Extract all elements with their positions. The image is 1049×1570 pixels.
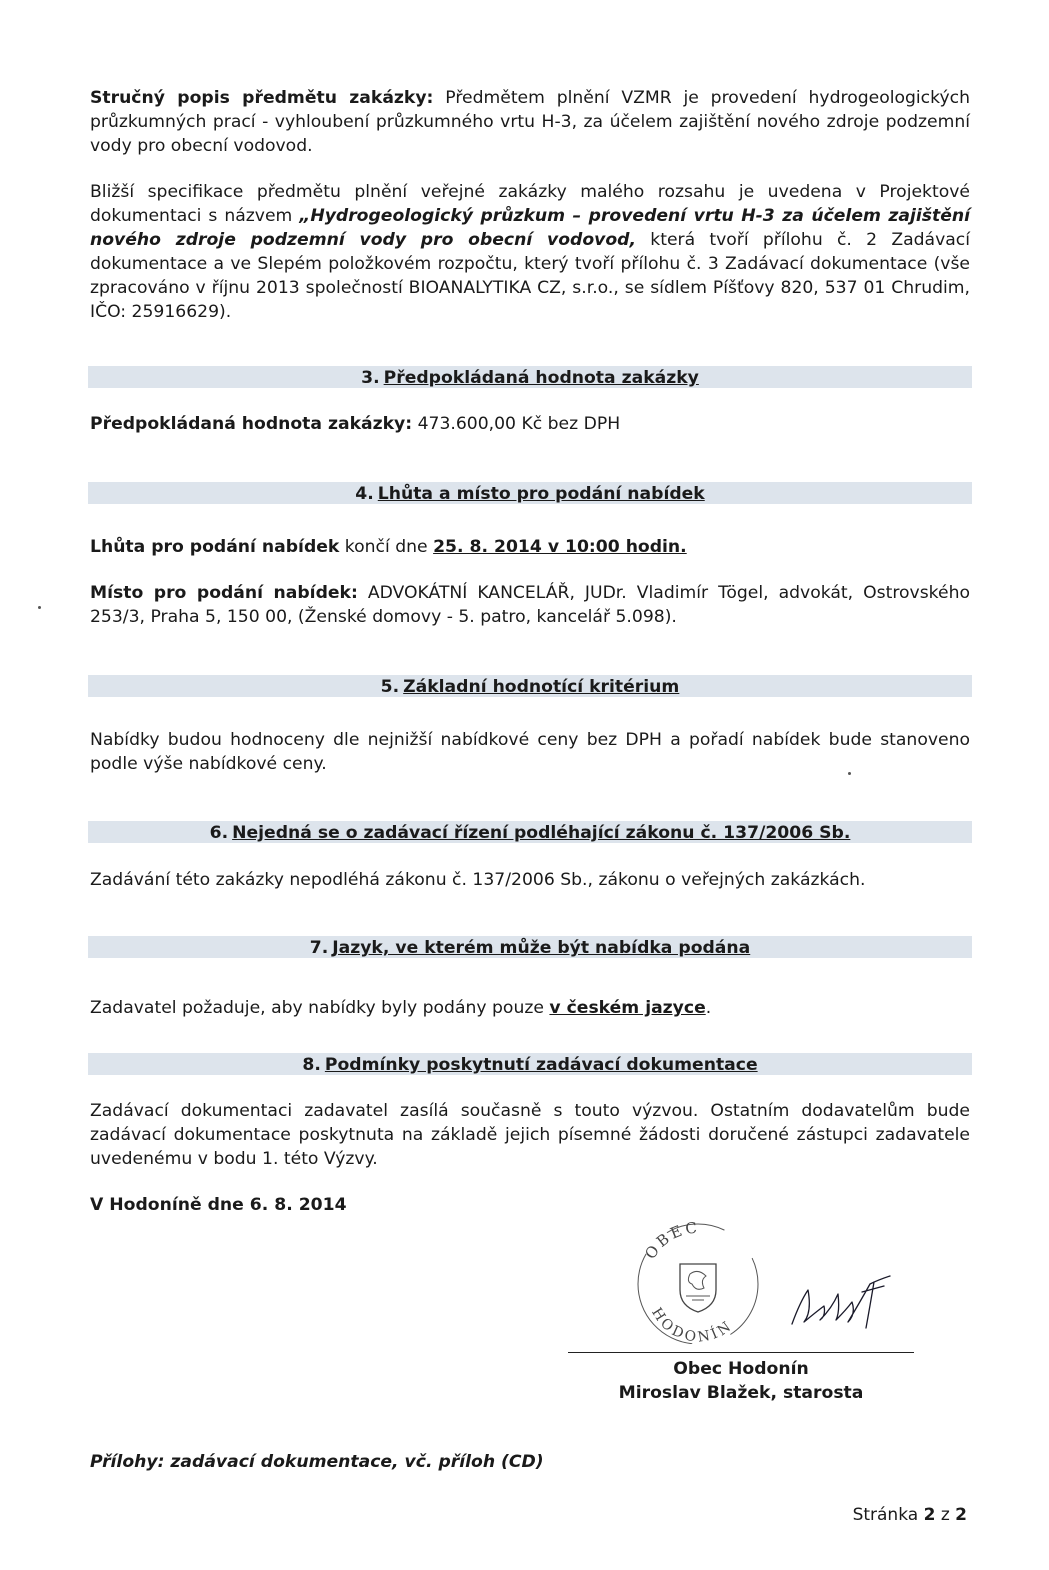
section-7-heading [88,936,972,958]
section-5-heading [88,675,972,697]
scan-speck [848,772,851,775]
section-5-text: Nabídky budou hodnoceny dle nejnižší nabídkové ceny bez DPH a pořadí nabídek bude stanoveno podle výše nabídkové ceny. [90,730,970,774]
submission-place-label: Místo pro podání nabídek: [90,583,358,603]
section-5-title: Základní hodnotící kritérium [403,677,680,697]
stamp-top-text: OBEC [641,1218,701,1263]
section-7-emphasis: v českém jazyce [549,998,706,1018]
section-7-text [90,996,711,1020]
subject-text: Předmětem plnění VZMR je provedení hydrogeologických průzkumných prací - vyhloubení průzkumného vrtu H-3, za účelem zajištění nového zdroje podzemní vody pro obecní vodovod. [90,88,970,156]
estimated-value [90,412,620,436]
signer-organization: Obec Hodonín [673,1359,809,1379]
submission-place-text: ADVOKÁTNÍ KANCELÁŘ, JUDr. Vladimír Tögel, advokát, Ostrovského 253/3, Praha 5, 150 00, (Ženské domovy - 5. patro, kancelář 5.098). [90,583,970,627]
section-6-title: Nejedná se o zadávací řízení podléhající zákonu č. 137/2006 Sb. [232,823,851,843]
deadline-mid: končí dne [339,537,434,557]
section-8-number: 8. [302,1055,321,1075]
spec-pre: Bližší specifikace předmětu plnění veřejné zakázky malého rozsahu je uvedena v Projektové dokumentaci s názvem [90,182,970,226]
stamp-bottom-text: HODONÍN [648,1305,737,1344]
subject-label: Stručný popis předmětu zakázky: [90,88,434,108]
section-4-title: Lhůta a místo pro podání nabídek [377,484,705,504]
subject-description [90,86,970,158]
estimated-value-amount: 473.600,00 Kč bez DPH [412,414,621,434]
handwritten-signature [786,1272,896,1332]
signer-name: Miroslav Blažek, starosta [618,1383,864,1403]
section-7-pre: Zadavatel požaduje, aby nabídky byly podány pouze [90,998,550,1018]
page-prefix: Stránka [852,1505,924,1525]
scan-speck [38,606,41,609]
attachments-note: Přílohy: zadávací dokumentace, vč. příloh (CD) [90,1452,544,1472]
specification-paragraph [90,180,970,324]
estimated-value-label: Předpokládaná hodnota zakázky: [90,414,413,434]
spec-post: která tvoří přílohu č. 2 Zadávací dokumentace a ve Slepém položkovém rozpočtu, který tvoří přílohu č. 3 Zadávací dokumentace (vše zpracováno v říjnu 2013 společností BIOANALYTIKA CZ, s.r.o., se sídlem Píšťovy 820, 537 01 Chrudim, IČO: 25916629). [90,230,970,322]
page-mid: z [935,1505,956,1525]
section-7-number: 7. [309,938,329,958]
section-6-number: 6. [209,823,229,843]
section-6-text: Zadávání této zakázky nepodléhá zákonu č. 137/2006 Sb., zákonu o veřejných zakázkách. [90,870,866,890]
deadline-label: Lhůta pro podání nabídek [90,537,340,557]
section-3-title: Předpokládaná hodnota zakázky [383,368,699,388]
section-6-heading [88,821,972,843]
section-7-post: . [705,998,712,1018]
section-8-text: Zadávací dokumentaci zadavatel zasílá současně s touto výzvou. Ostatním dodavatelům bude zadávací dokumentace poskytnuta na základě jejich písemné žádosti doručené zástupci zadavatele uvedenému v bodu 1. této Výzvy. [90,1101,970,1169]
submission-place [90,581,970,629]
place-and-date: V Hodoníně dne 6. 8. 2014 [90,1195,347,1215]
page-current: 2 [923,1505,936,1525]
section-5-number: 5. [380,677,400,697]
section-3-number: 3. [361,368,380,388]
section-4-number: 4. [355,484,374,504]
section-8-heading [88,1053,972,1075]
deadline-value: 25. 8. 2014 v 10:00 hodin. [433,537,687,557]
signature-line [568,1352,914,1353]
spec-project-title: „Hydrogeologický průzkum – provedení vrtu H-3 za účelem zajištění nového zdroje podzemní vody pro obecní vodovod, [90,206,970,250]
deadline [90,535,687,559]
section-3-heading [88,366,972,388]
section-7-title: Jazyk, ve kterém může být nabídka podána [332,938,751,958]
municipal-stamp [620,1218,770,1344]
coat-of-arms-icon [680,1264,716,1312]
page-total: 2 [955,1505,967,1525]
section-4-heading [88,482,972,504]
section-8-title: Podmínky poskytnutí zadávací dokumentace [324,1055,758,1075]
page-number [853,1505,967,1525]
